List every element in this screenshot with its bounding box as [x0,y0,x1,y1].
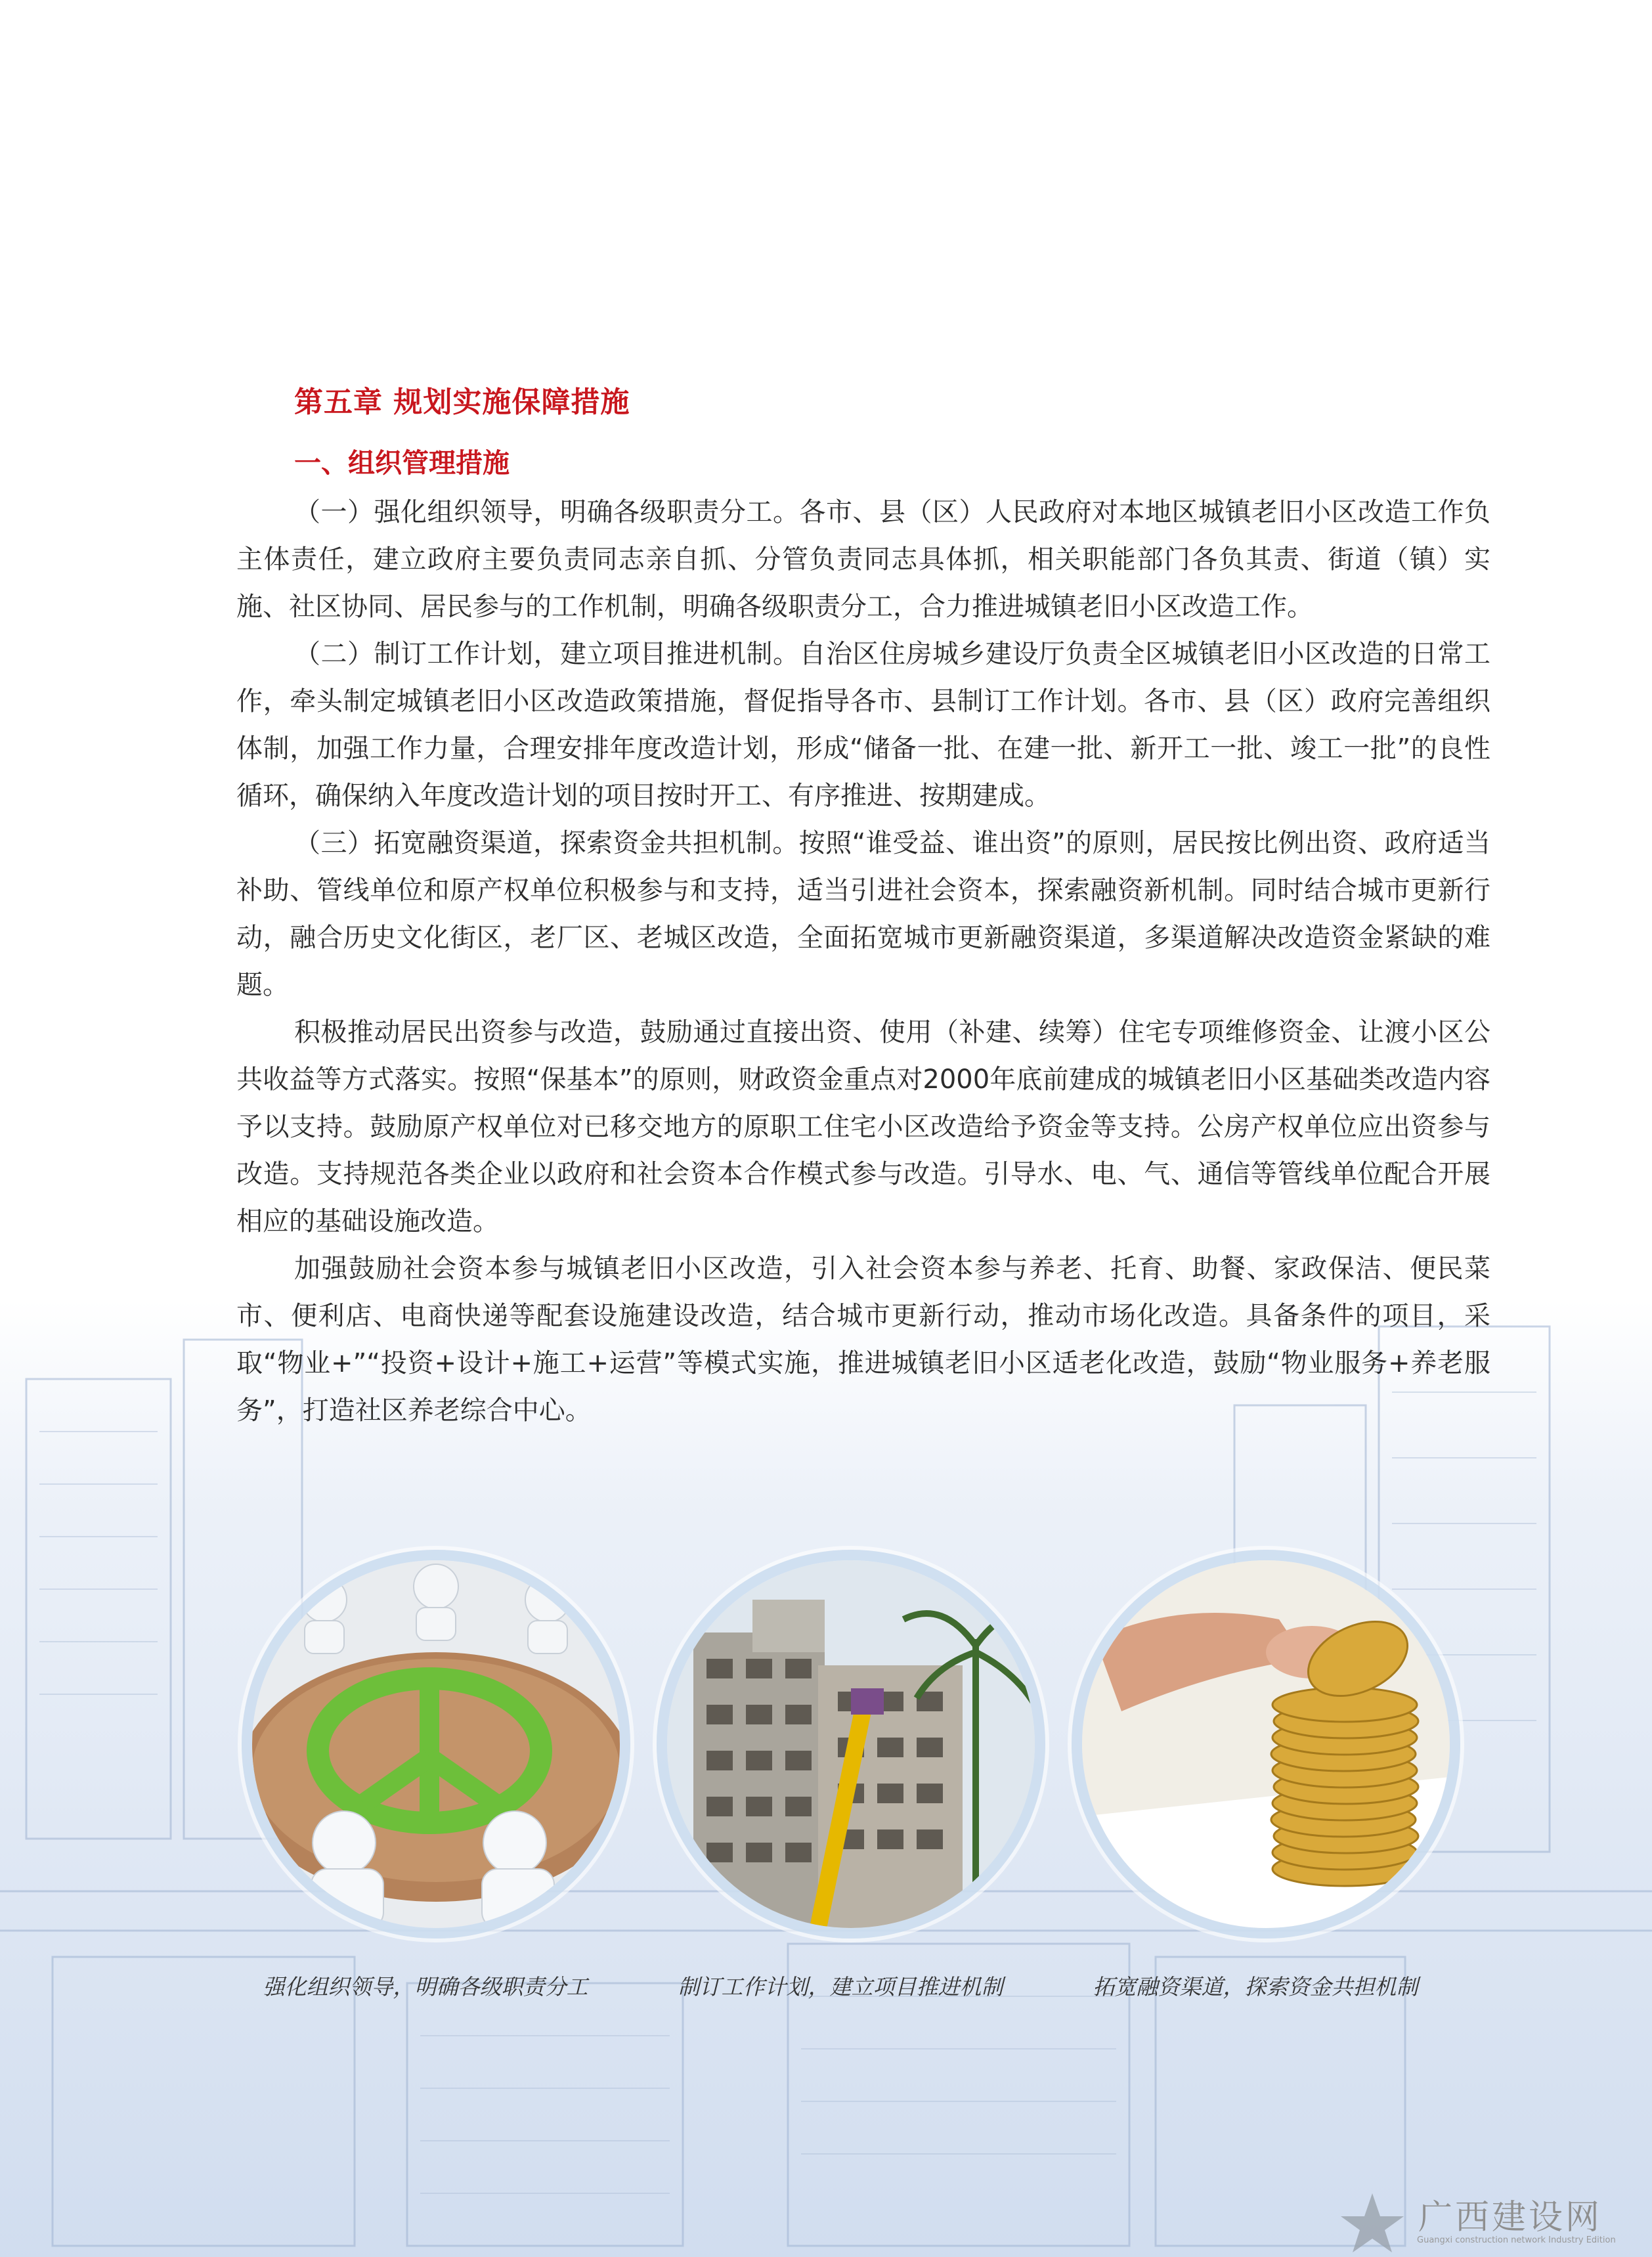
body-text [236,489,1490,1434]
chapter-title: 第五章 规划实施保障措施 [294,385,630,419]
paragraph: （二）制订工作计划，建立项目推进机制。自治区住房城乡建设厅负责全区城镇老旧小区改造的日常工作，牵头制定城镇老旧小区改造政策措施，督促指导各市、县制订工作计划。各市、县（区）政府完善组织体制，加强工作力量，合理安排年度改造计划，形成“储备一批、在建一批、新开工一批、竣工一批”的良性循环，确保纳入年度改造计划的项目按时开工、有序推进、按期建成。 [236,639,1490,811]
photo-caption: 制订工作计划，建立项目推进机制 [678,1974,1003,2000]
paragraph: 积极推动居民出资参与改造，鼓励通过直接出资、使用（补建、续筹）住宅专项维修资金、让渡小区公共收益等方式落实。按照“保基本”的原则，财政资金重点对2000年底前建成的城镇老旧小区基础类改造内容予以支持。鼓励原产权单位对已移交地方的原职工住宅小区改造给予资金等支持。公房产权单位应出资参与改造。支持规范各类企业以政府和社会资本合作模式参与改造。引导水、电、气、通信等管线单位配合开展相应的基础设施改造。 [236,1017,1490,1237]
photo-caption: 拓宽融资渠道，探索资金共担机制 [1093,1974,1418,2000]
paragraph: 加强鼓励社会资本参与城镇老旧小区改造，引入社会资本参与养老、托育、助餐、家政保洁、便民菜市、便利店、电商快递等配套设施建设改造，结合城市更新行动，推动市场化改造。具备条件的项目，采取“物业+”“投资+设计+施工+运营”等模式实施，推进城镇老旧小区适老化改造，鼓励“物业服务+养老服务”，打造社区养老综合中心。 [236,1254,1490,1426]
paragraph: （一）强化组织领导，明确各级职责分工。各市、县（区）人民政府对本地区城镇老旧小区改造工作负主体责任，建立政府主要负责同志亲自抓、分管负责同志具体抓，相关职能部门各负其责、街道（镇）实施、社区协同、居民参与的工作机制，明确各级职责分工，合力推进城镇老旧小区改造工作。 [236,497,1490,622]
building-renovation-photo [657,1550,1045,1939]
watermark-subtitle: Guangxi construction network Industry Edition [1417,2235,1616,2245]
meeting-table-photo [242,1550,630,1939]
watermark-name: 广西建设网 [1418,2198,1603,2237]
photo-caption: 强化组织领导，明确各级职责分工 [263,1974,588,2000]
site-watermark [1333,2187,1648,2252]
star-logo-icon [1333,2187,1412,2252]
gold-coins-photo [1072,1550,1460,1939]
paragraph: （三）拓宽融资渠道，探索资金共担机制。按照“谁受益、谁出资”的原则，居民按比例出资、政府适当补助、管线单位和原产权单位积极参与和支持，适当引进社会资本，探索融资新机制。同时结合城市更新行动，融合历史文化街区，老厂区、老城区改造，全面拓宽城市更新融资渠道，多渠道解决改造资金紧缺的难题。 [236,828,1490,1000]
section-title: 一、组织管理措施 [294,447,510,479]
